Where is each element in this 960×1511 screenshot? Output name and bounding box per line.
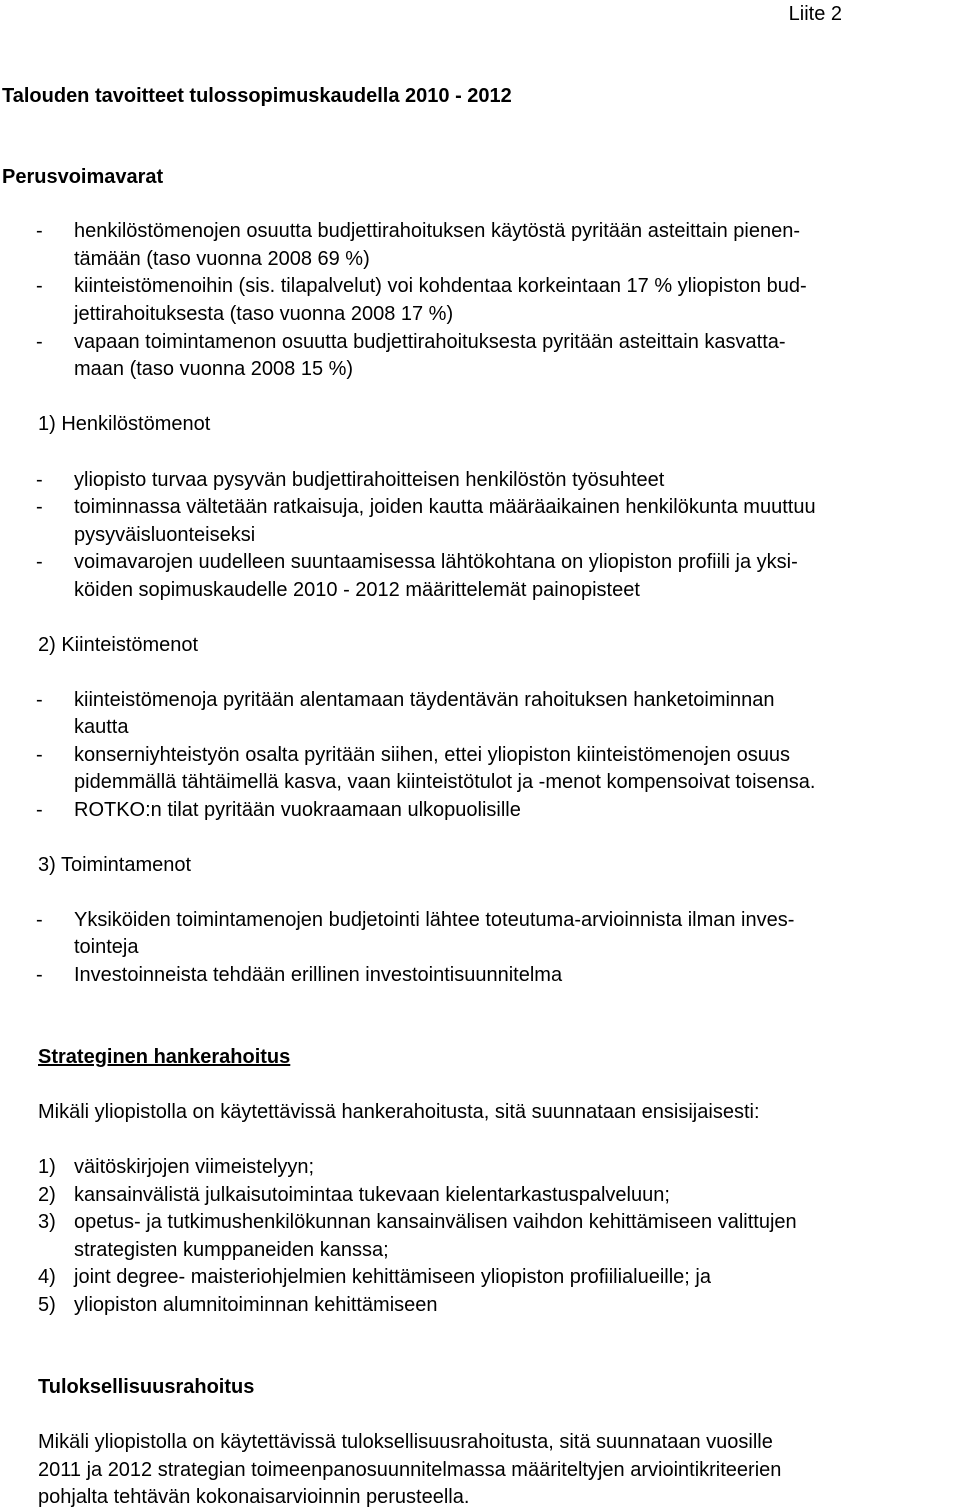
list-item-line: kiinteistömenoihin (sis. tilapalvelut) voi kohdentaa korkeintaan 17 % yliopiston bud- xyxy=(74,275,807,297)
list-item-line: Investoinneista tehdään erillinen investointisuunnitelma xyxy=(74,964,563,986)
appendix-label: Liite 2 xyxy=(788,3,842,25)
list-item-line: yliopisto turvaa pysyvän budjettirahoitteisen henkilöstön työsuhteet xyxy=(74,469,665,491)
paragraph-line: Mikäli yliopistolla on käytettävissä tuloksellisuusrahoitusta, sitä suunnataan vuosille xyxy=(38,1431,773,1453)
list-item-line: pidemmällä tähtäimellä kasva, vaan kiinteistötulot ja -menot kompensoivat toisensa. xyxy=(74,771,816,793)
paragraph-line: pohjalta tehtävän kokonaisarvioinnin perusteella. xyxy=(38,1486,470,1508)
list-item-line: ROTKO:n tilat pyritään vuokraamaan ulkopuolisille xyxy=(74,799,521,821)
list-dash: - xyxy=(36,551,43,573)
list-item-line: kautta xyxy=(74,716,129,738)
list-item-line: joint degree- maisteriohjelmien kehittämiseen yliopiston profiilialueille; ja xyxy=(74,1266,711,1288)
document-title: Talouden tavoitteet tulossopimuskaudella 2010 - 2012 xyxy=(2,85,512,107)
list-dash: - xyxy=(36,799,43,821)
section-heading-kiinteistomenot: 2) Kiinteistömenot xyxy=(38,634,199,656)
list-item-line: maan (taso vuonna 2008 15 %) xyxy=(74,358,354,380)
list-item-line: vapaan toimintamenon osuutta budjettirahoituksesta pyritään asteittain kasvatta- xyxy=(74,331,786,353)
list-number: 5) xyxy=(38,1294,56,1316)
section-heading-toimintamenot: 3) Toimintamenot xyxy=(38,854,192,876)
list-item-line: strategisten kumppaneiden kanssa; xyxy=(74,1239,389,1261)
section-heading-henkilostomenot: 1) Henkilöstömenot xyxy=(38,413,211,435)
list-item-line: toiminnassa vältetään ratkaisuja, joiden kautta määräaikainen henkilökunta muuttuu xyxy=(74,496,816,518)
list-item-line: opetus- ja tutkimushenkilökunnan kansainvälisen vaihdon kehittämiseen valittujen xyxy=(74,1211,797,1233)
list-dash: - xyxy=(36,469,43,491)
list-dash: - xyxy=(36,275,43,297)
paragraph-line: 2011 ja 2012 strategian toimeenpanosuunnitelmassa määriteltyjen arviointikriteerien xyxy=(38,1459,782,1481)
section-heading-perusvoimavarat: Perusvoimavarat xyxy=(2,166,164,188)
list-number: 2) xyxy=(38,1184,56,1206)
list-item-line: kansainvälistä julkaisutoimintaa tukevaan kielentarkastuspalveluun; xyxy=(74,1184,670,1206)
list-dash: - xyxy=(36,331,43,353)
list-item-line: konserniyhteistyön osalta pyritään siihen, ettei yliopiston kiinteistömenojen osuus xyxy=(74,744,790,766)
list-item-line: henkilöstömenojen osuutta budjettirahoituksen käytöstä pyritään asteittain pienen- xyxy=(74,220,801,242)
list-dash: - xyxy=(36,964,43,986)
list-number: 3) xyxy=(38,1211,56,1233)
list-item-line: yliopiston alumnitoiminnan kehittämiseen xyxy=(74,1294,438,1316)
list-dash: - xyxy=(36,689,43,711)
section-heading-tuloksellisuusrahoitus: Tuloksellisuusrahoitus xyxy=(38,1376,255,1398)
list-dash: - xyxy=(36,909,43,931)
list-item-line: pysyväisluonteiseksi xyxy=(74,524,256,546)
list-item-line: tointeja xyxy=(74,936,139,958)
list-dash: - xyxy=(36,220,43,242)
list-dash: - xyxy=(36,744,43,766)
section-heading-strateginen-hankerahoitus: Strateginen hankerahoitus xyxy=(38,1046,291,1068)
list-item-line: voimavarojen uudelleen suuntaamisessa lähtökohtana on yliopiston profiili ja yksi- xyxy=(74,551,798,573)
list-dash: - xyxy=(36,496,43,518)
list-item-line: köiden sopimuskaudelle 2010 - 2012 määrittelemät painopisteet xyxy=(74,579,640,601)
list-number: 4) xyxy=(38,1266,56,1288)
list-item-line: väitöskirjojen viimeistelyyn; xyxy=(74,1156,315,1178)
list-item-line: jettirahoituksesta (taso vuonna 2008 17 %) xyxy=(74,303,454,325)
strateginen-intro: Mikäli yliopistolla on käytettävissä hankerahoitusta, sitä suunnataan ensisijaisesti: xyxy=(38,1101,760,1123)
list-item-line: Yksiköiden toimintamenojen budjetointi lähtee toteutuma-arvioinnista ilman inves- xyxy=(74,909,795,931)
list-item-line: kiinteistömenoja pyritään alentamaan täydentävän rahoituksen hanketoiminnan xyxy=(74,689,775,711)
list-item-line: tämään (taso vuonna 2008 69 %) xyxy=(74,248,370,270)
list-number: 1) xyxy=(38,1156,56,1178)
